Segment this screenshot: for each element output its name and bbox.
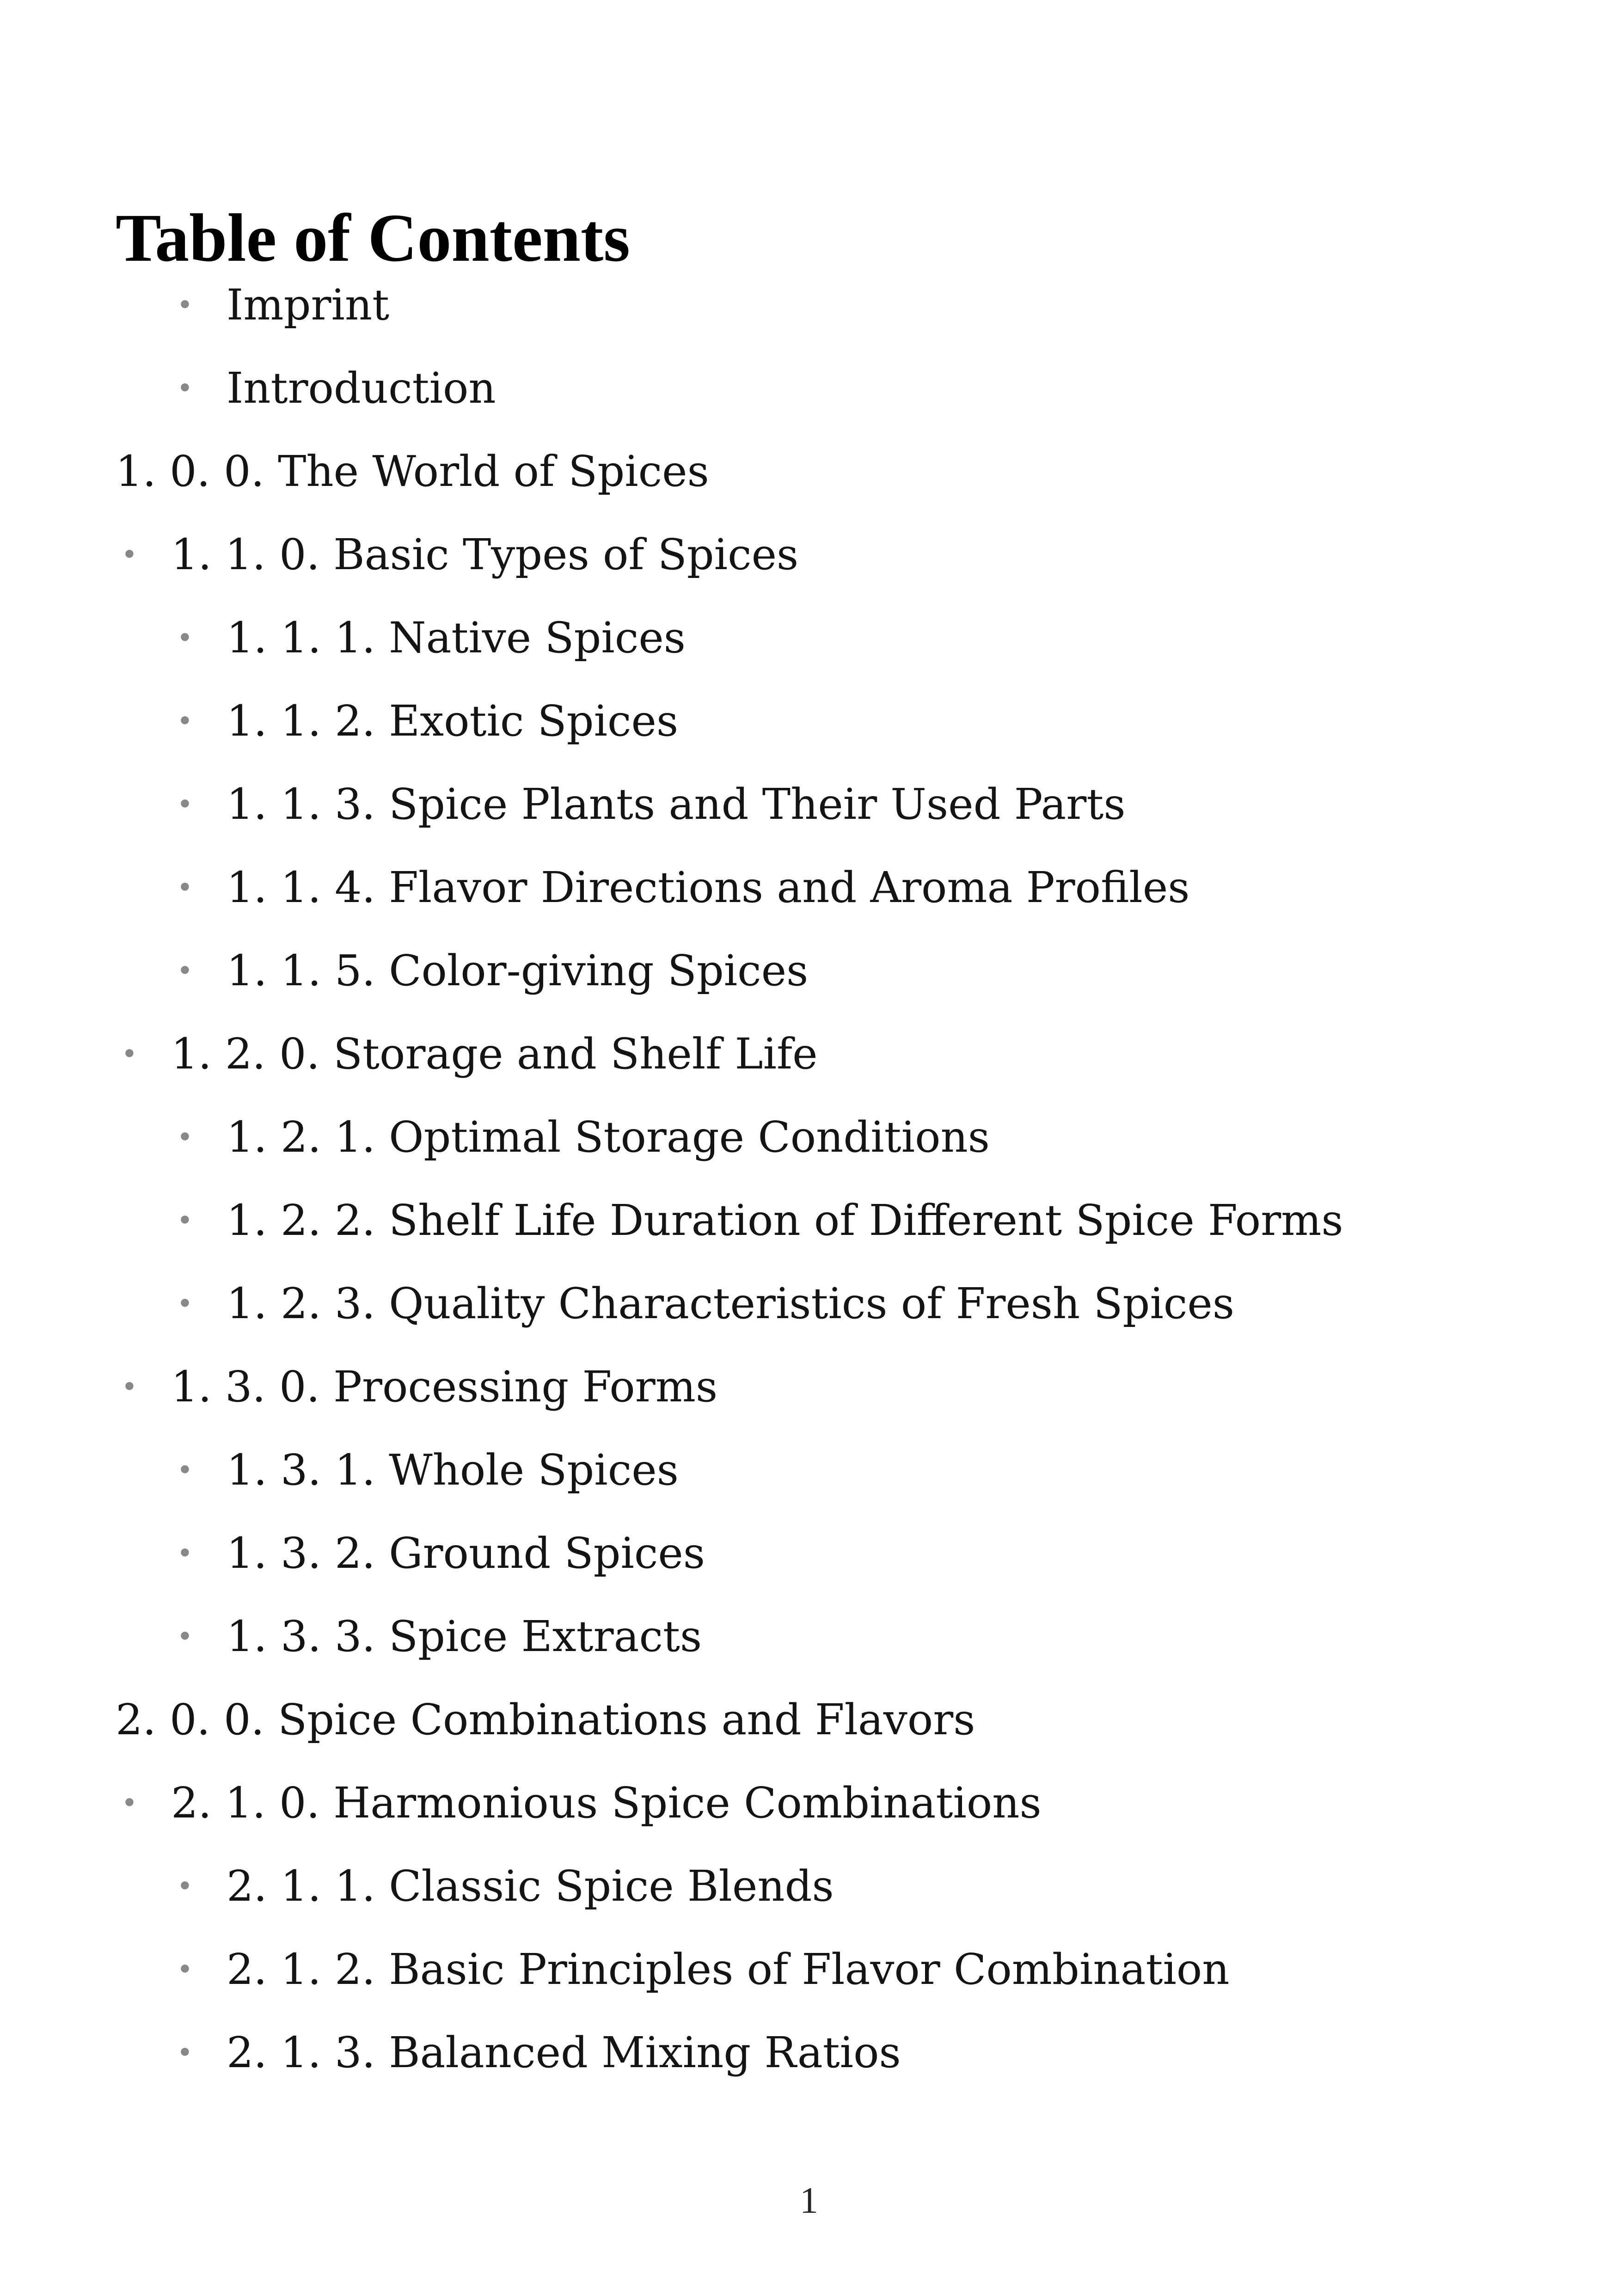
toc-entry-label: 1. 3. 0. Processing Forms (171, 1362, 718, 1412)
bullet-icon: • (177, 1204, 193, 1237)
toc-entry[interactable] (177, 361, 496, 416)
bullet-icon: • (177, 1621, 193, 1653)
bullet-icon: • (177, 705, 193, 737)
toc-entry[interactable] (121, 1775, 1042, 1831)
bullet-icon: • (177, 1537, 193, 1570)
toc-entry[interactable] (116, 1692, 975, 1748)
page-number: 1 (800, 2180, 818, 2221)
bullet-icon: • (177, 788, 193, 821)
toc-entry[interactable] (177, 860, 1190, 915)
toc-entry-label: 2. 1. 2. Basic Principles of Flavor Combination (227, 1945, 1230, 1994)
bullet-icon: • (177, 1870, 193, 1903)
toc-entry-label: 1. 2. 0. Storage and Shelf Life (171, 1029, 818, 1079)
bullet-icon: • (177, 1288, 193, 1320)
toc-entry-label: 2. 1. 1. Classic Spice Blends (227, 1861, 834, 1911)
toc-entry[interactable] (177, 1526, 705, 1581)
bullet-icon: • (177, 289, 193, 321)
bullet-icon: • (177, 872, 193, 904)
bullet-icon: • (177, 1454, 193, 1486)
toc-entry[interactable] (177, 1609, 702, 1664)
toc-entry-label: 2. 1. 0. Harmonious Spice Combinations (171, 1778, 1042, 1828)
toc-entry[interactable] (177, 943, 809, 999)
toc-entry-label: 1. 1. 2. Exotic Spices (227, 696, 679, 746)
toc-entry[interactable] (177, 1193, 1343, 1248)
page-title: Table of Contents (116, 200, 630, 276)
bullet-icon: • (177, 1953, 193, 1986)
toc-entry[interactable] (177, 1859, 834, 1914)
toc-entry-label: 1. 1. 5. Color-giving Spices (227, 946, 809, 995)
bullet-icon: • (177, 372, 193, 405)
toc-entry[interactable] (121, 1359, 718, 1415)
bullet-icon: • (177, 2037, 193, 2069)
bullet-icon: • (177, 1121, 193, 1154)
toc-entry-label: 2. 1. 3. Balanced Mixing Ratios (227, 2028, 901, 2077)
bullet-icon: • (121, 1371, 138, 1403)
toc-entry-label: 1. 1. 4. Flavor Directions and Aroma Profiles (227, 863, 1190, 912)
toc-entry[interactable] (177, 1276, 1235, 1332)
toc-entry[interactable] (177, 2025, 901, 2081)
toc-entry[interactable] (177, 1443, 679, 1498)
toc-entry-label: 1. 3. 1. Whole Spices (227, 1445, 679, 1495)
toc-entry-label: 1. 3. 2. Ground Spices (227, 1529, 705, 1578)
bullet-icon: • (177, 622, 193, 654)
toc-entry[interactable] (177, 1110, 990, 1165)
toc-entry[interactable] (177, 1942, 1230, 1997)
toc-entry-label: 1. 3. 3. Spice Extracts (227, 1612, 702, 1661)
toc-entry[interactable] (116, 444, 709, 499)
toc-entry[interactable] (121, 527, 799, 583)
bullet-icon: • (121, 539, 138, 571)
bullet-icon: • (177, 955, 193, 987)
toc-entry-label: 1. 0. 0. The World of Spices (116, 447, 709, 496)
bullet-icon: • (121, 1787, 138, 1819)
toc-entry-label: 1. 2. 2. Shelf Life Duration of Different Spice Forms (227, 1196, 1343, 1245)
toc-entry[interactable] (177, 277, 390, 333)
toc-entry-label: 1. 2. 3. Quality Characteristics of Fresh Spices (227, 1279, 1235, 1328)
toc-entry-label: 1. 1. 3. Spice Plants and Their Used Parts (227, 780, 1126, 829)
toc-entry-label: 1. 1. 0. Basic Types of Spices (171, 530, 799, 579)
toc-entry-label: Introduction (227, 363, 496, 413)
toc-entry[interactable] (121, 1026, 818, 1082)
toc-entry[interactable] (177, 777, 1126, 832)
toc-entry-label: 1. 2. 1. Optimal Storage Conditions (227, 1112, 990, 1162)
toc-entry[interactable] (177, 694, 679, 749)
bullet-icon: • (121, 1038, 138, 1070)
toc-entry-label: 1. 1. 1. Native Spices (227, 613, 686, 663)
toc-entry-label: 2. 0. 0. Spice Combinations and Flavors (116, 1695, 975, 1744)
toc-entry[interactable] (177, 610, 686, 666)
toc-entry-label: Imprint (227, 280, 390, 330)
